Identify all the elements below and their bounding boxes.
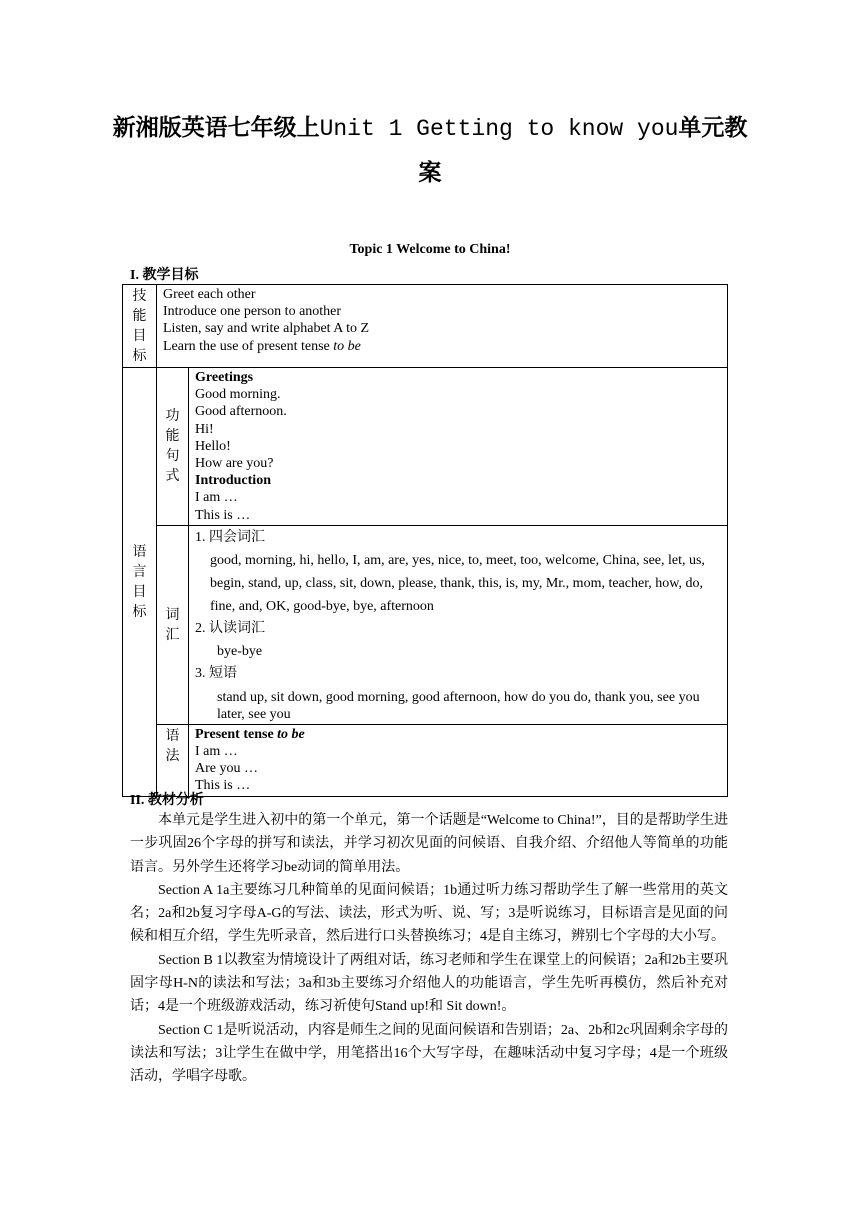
vocab-label: 词汇 bbox=[165, 606, 180, 643]
vocab-label-cell bbox=[157, 525, 189, 724]
vocab-heading-1: 1. 四会词汇 bbox=[195, 529, 265, 545]
skill-line: Introduce one person to another bbox=[163, 304, 342, 320]
grammar-row bbox=[123, 724, 728, 796]
analysis-paragraph: Section A 1a主要练习几种简单的见面问候语；1b通过听力练习帮助学生了解一些常用的英文名；2a和2b复习字母A-G的写法、读法，形式为听、说、写；3是听说练习，目标语言是见面的问候和相互介绍，学生先听录音，然后进行口头替换练习；4是自主练习，辨别七个字母的大小写。 bbox=[130, 882, 728, 945]
grammar-title: Present tense to be bbox=[195, 726, 305, 742]
grammar-line: I am … bbox=[195, 744, 238, 760]
grammar-content bbox=[189, 724, 728, 796]
language-label: 语言目标 bbox=[132, 543, 147, 620]
vocab-list-2: bye-bye bbox=[217, 643, 263, 659]
function-row bbox=[123, 368, 728, 526]
skill-label-cell bbox=[123, 285, 157, 368]
section-2-heading: II. 教材分析 bbox=[130, 793, 204, 808]
vocab-heading-3: 3. 短语 bbox=[195, 665, 237, 681]
analysis-paragraph: Section B 1以教室为情境设计了两组对话，练习老师和学生在课堂上的问候语；2a和2b主要巩固字母H-N的读法和写法；3a和3b主要练习介绍他人的功能语言，学生先听再模仿，然后补充对话；4是一个班级游戏活动，练习祈使句Stand up!和 Sit down!。 bbox=[130, 952, 728, 1015]
greeting-line: How are you? bbox=[195, 456, 274, 472]
language-label-cell bbox=[123, 368, 157, 797]
greeting-line: Good morning. bbox=[195, 387, 281, 403]
vocab-list-3: stand up, sit down, good morning, good afternoon, how do you do, thank you, see you later, see you bbox=[217, 689, 700, 722]
section-1-heading: I. 教学目标 bbox=[130, 268, 199, 283]
grammar-label-cell bbox=[157, 724, 189, 796]
document-title bbox=[90, 113, 770, 144]
skill-label: 技能目标 bbox=[132, 288, 147, 364]
vocab-heading-2: 2. 认读词汇 bbox=[195, 620, 265, 636]
introduction-title: Introduction bbox=[195, 473, 271, 489]
skill-content bbox=[157, 285, 728, 368]
skill-row bbox=[123, 285, 728, 368]
introduction-line: I am … bbox=[195, 490, 238, 506]
document-title-line2: 案 bbox=[418, 159, 442, 186]
skill-line: Listen, say and write alphabet A to Z bbox=[163, 321, 370, 337]
grammar-label: 语法 bbox=[165, 727, 180, 764]
function-label: 功能句式 bbox=[165, 408, 180, 485]
grammar-line: Are you … bbox=[195, 761, 258, 777]
topic-heading: Topic 1 Welcome to China! bbox=[349, 242, 511, 257]
analysis-paragraph: 本单元是学生进入初中的第一个单元，第一个话题是“Welcome to China!”，目的是帮助学生进一步巩固26个字母的拼写和读法，并学习初次见面的问候语、自我介绍、介绍他人等简单的功能语言。另外学生还将学习be动词的简单用法。 bbox=[130, 813, 728, 875]
function-content bbox=[189, 368, 728, 526]
title-part-1: 新湘版英语七年级上 bbox=[112, 114, 320, 141]
introduction-line: This is … bbox=[195, 507, 251, 523]
greeting-line: Hi! bbox=[195, 421, 214, 437]
analysis-paragraph: Section C 1是听说活动，内容是师生之间的见面问候语和告别语；2a、2b和2c巩固剩余字母的读法和写法；3让学生在做中学，用笔搭出16个大写字母，在趣味活动中复习字母；4是一个班级活动，学唱字母歌。 bbox=[130, 1022, 728, 1085]
vocab-row bbox=[123, 525, 728, 724]
grammar-line: This is … bbox=[195, 778, 251, 794]
greetings-title: Greetings bbox=[195, 370, 254, 385]
objectives-table bbox=[122, 284, 728, 797]
skill-line: Learn the use of present tense to be bbox=[163, 338, 361, 354]
greeting-line: Good afternoon. bbox=[195, 404, 287, 420]
vocab-list-1: good, morning, hi, hello, I, am, are, yes, nice, to, meet, too, welcome, China, see, let, us, begin, stand, up, class, sit, down, please, thank, this, is, my, Mr., mom, teacher, how, do, fine, and, OK, good-bye, bye, afternoon bbox=[210, 552, 705, 614]
title-part-2: Unit 1 Getting to know you bbox=[319, 116, 679, 142]
skill-line: Greet each other bbox=[163, 287, 256, 302]
vocab-content bbox=[189, 525, 728, 724]
title-part-3: 单元教 bbox=[678, 114, 748, 141]
analysis-body bbox=[130, 809, 728, 1089]
greeting-line: Hello! bbox=[195, 438, 231, 454]
function-label-cell bbox=[157, 368, 189, 526]
